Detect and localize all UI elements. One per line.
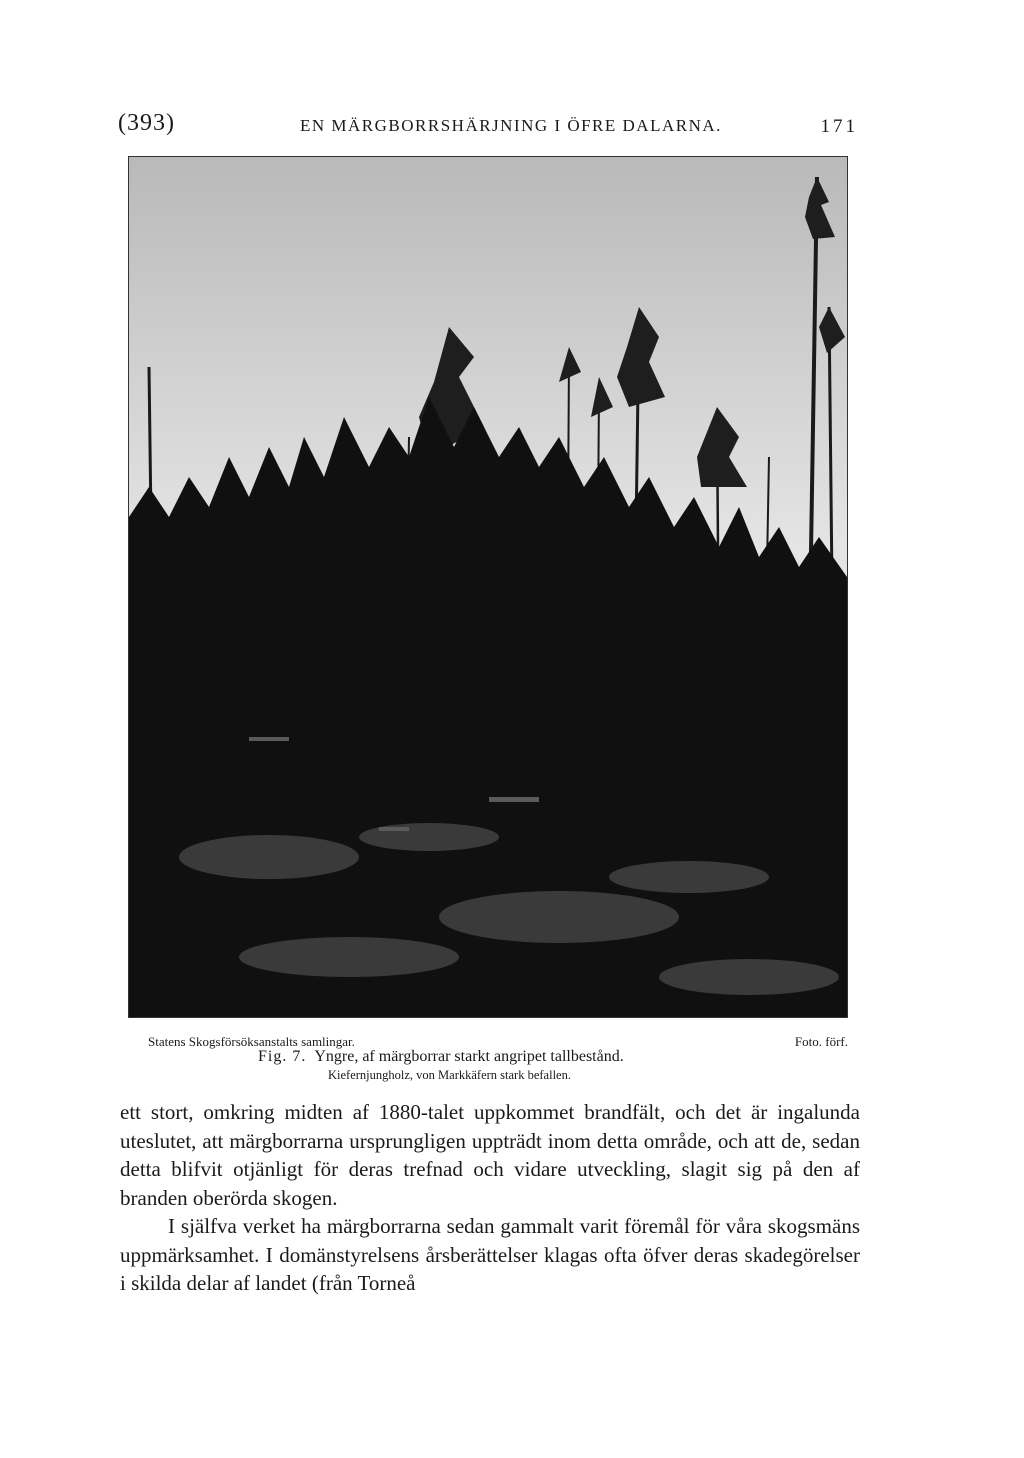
figure-caption [148,1034,848,1084]
running-title: EN MÄRGBORRSHÄRJNING I ÖFRE DALARNA. [300,116,722,135]
figure-title-line [258,1048,624,1066]
forest-photograph [128,156,848,1018]
paragraph: ett stort, omkring midten af 1880-talet uppkommet brandfält, och det är ingalunda uteslutet, att märgborrarna ursprungligen uppträdt inom detta område, och att de, sedan detta blifvit otjänligt för deras trefnad och vidare utveckling, slagit sig på den af branden oberörda skogen. [120,1100,860,1210]
figure-caption-text: Yngre, af märgborrar starkt angripet tallbestånd. [314,1048,624,1065]
running-header [118,110,858,144]
body-text [120,1098,860,1298]
figure-caption-german: Kiefernjungholz, von Markkäfern stark befallen. [328,1068,571,1082]
page-reference: (393) [118,110,175,136]
page-number: 171 [820,116,858,137]
figure-label: Fig. 7. [258,1048,307,1065]
photo-source-credit: Statens Skogsförsöksanstalts samlingar. [148,1034,355,1049]
photographer-credit: Foto. förf. [794,1034,848,1049]
paragraph: I själfva verket ha märgborrarna sedan gammalt varit föremål för våra skogsmäns uppmärksamhet. I domänstyrelsens årsberättelser klagas ofta öfver deras skadegörelser i skilda delar af landet (från Torneå [120,1214,860,1295]
